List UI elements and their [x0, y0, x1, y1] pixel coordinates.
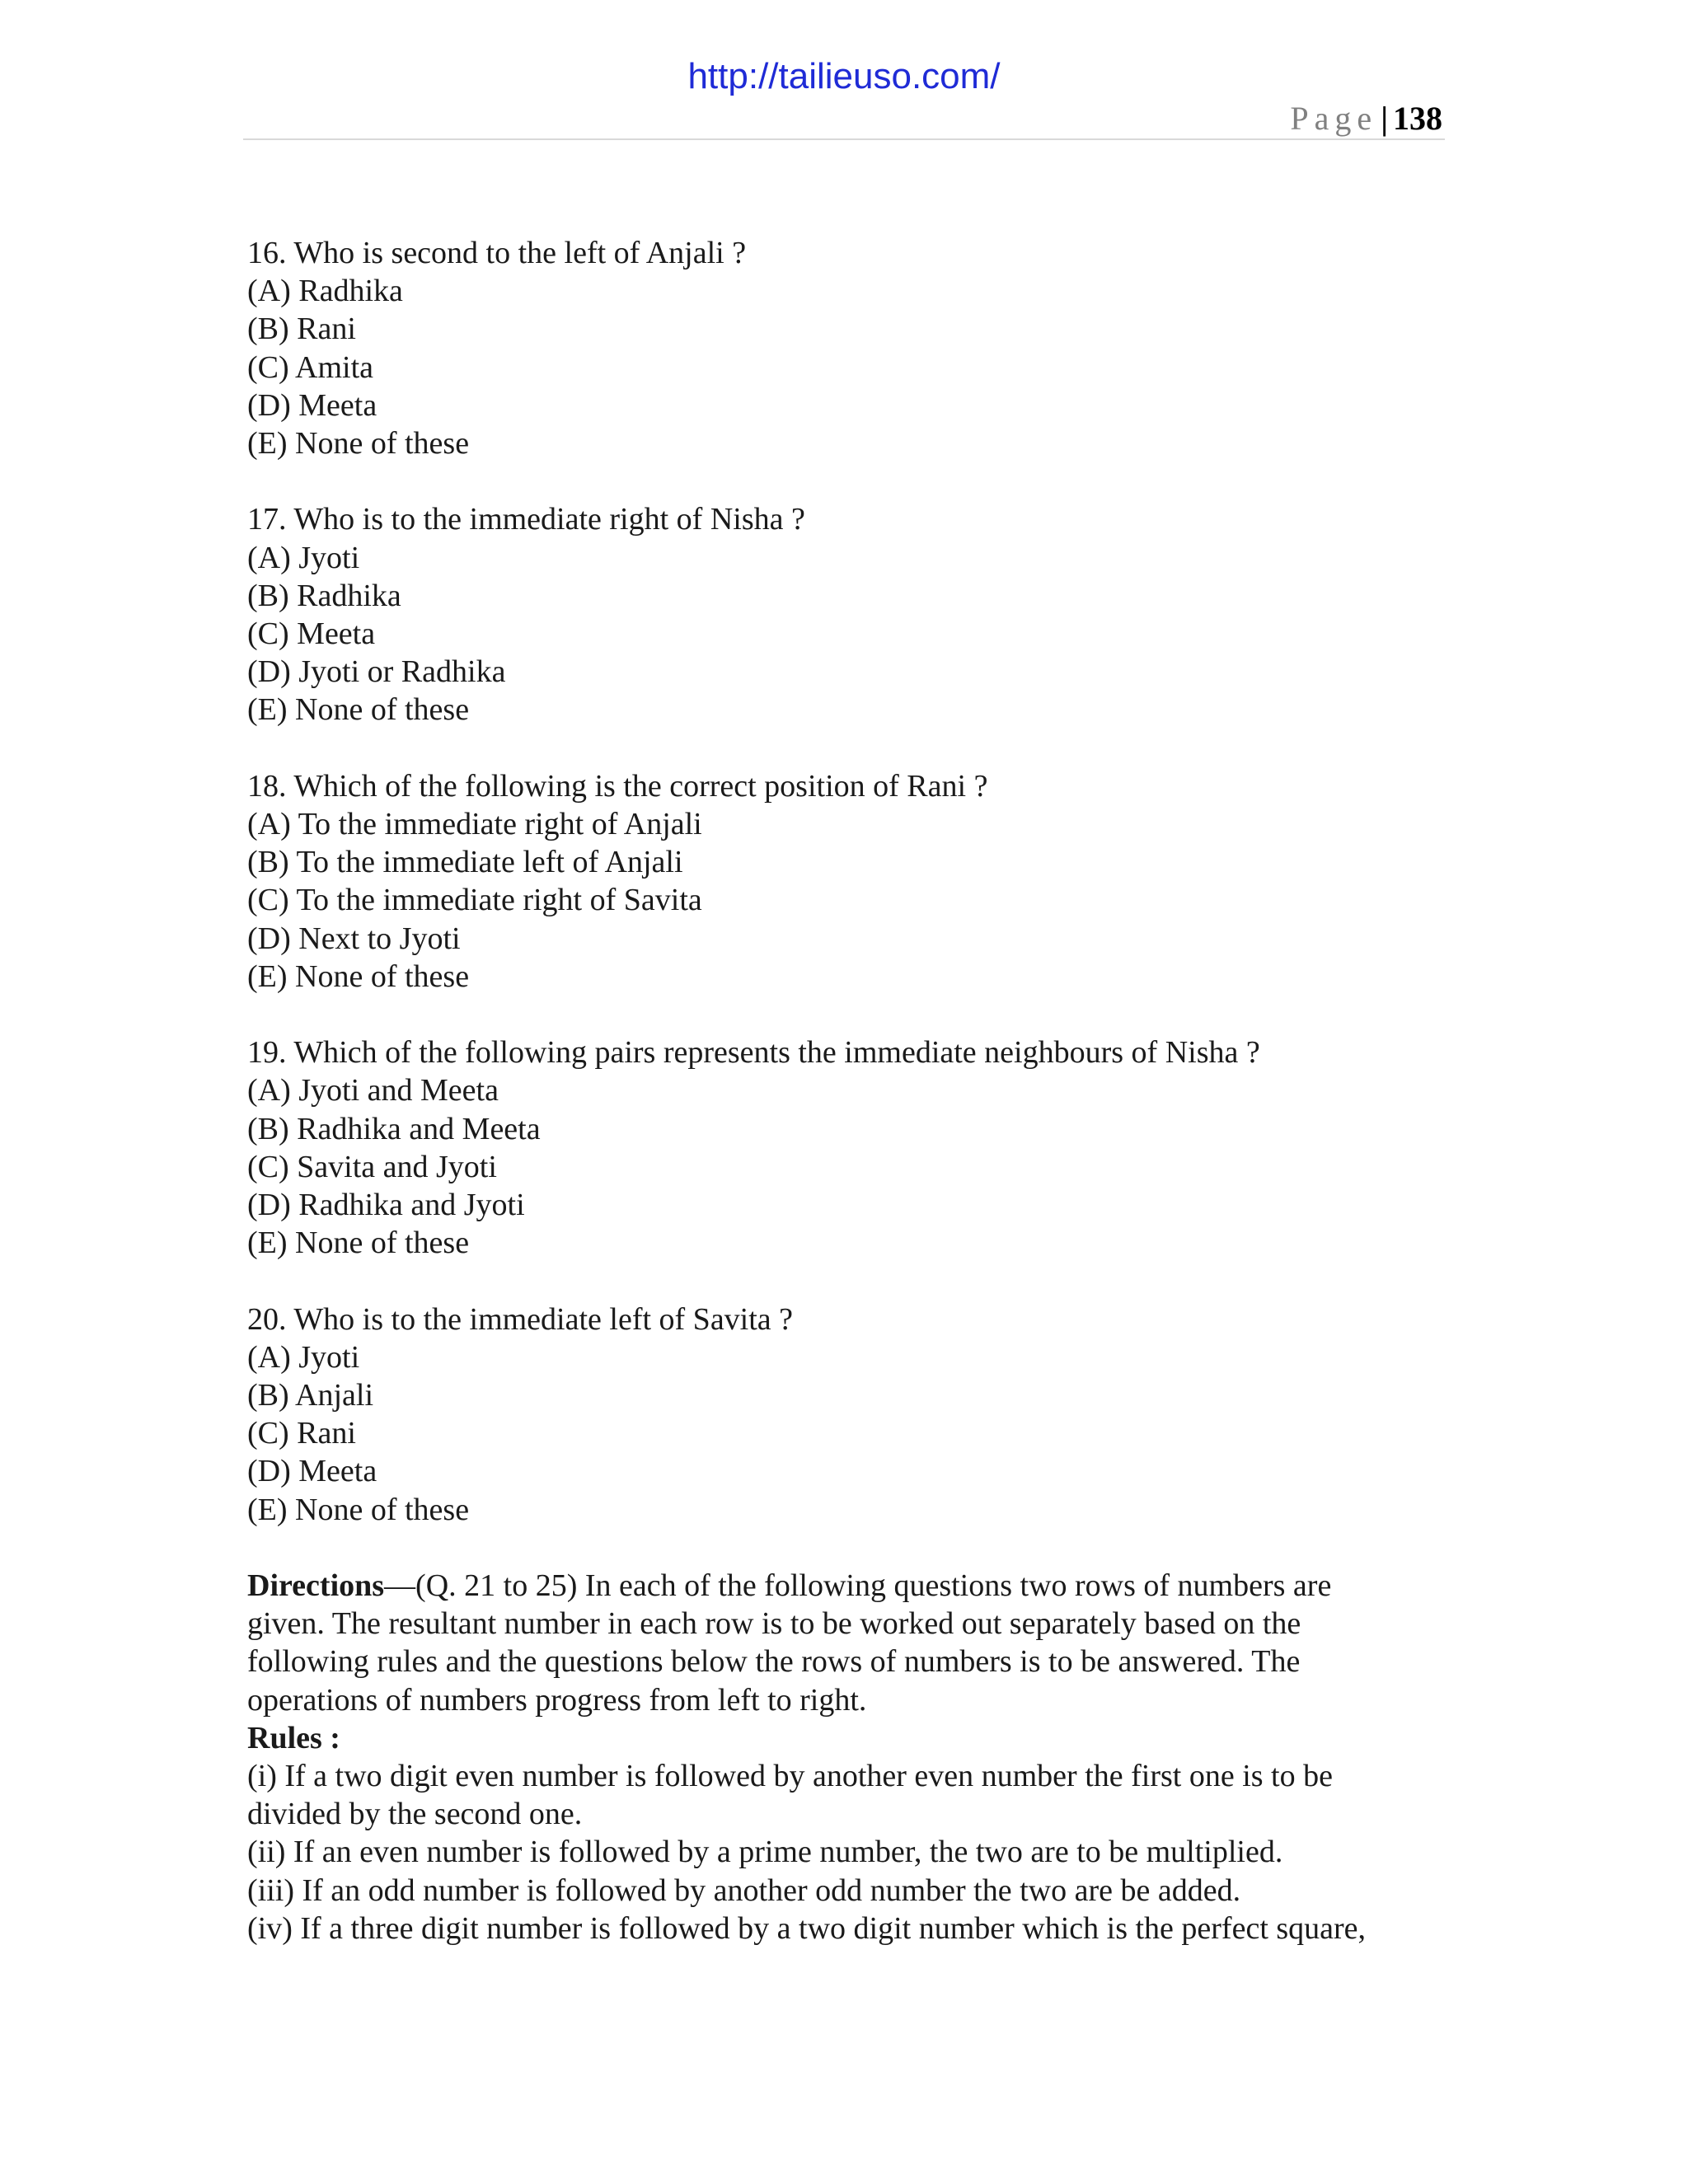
rule-line: (iv) If a three digit number is followed by a two digit number which is the perfect square,: [247, 1910, 1367, 1946]
option-d: (D) Jyoti or Radhika: [247, 654, 506, 690]
directions-label: Directions: [247, 1568, 385, 1604]
option-d: (D) Next to Jyoti: [247, 921, 461, 956]
option-e: (E) None of these: [247, 958, 470, 994]
option-b: (B) Anjali: [247, 1378, 374, 1413]
option-a: (A) To the immediate right of Anjali: [247, 807, 702, 842]
option-b: (B) Rani: [247, 312, 356, 347]
rule-line: (ii) If an even number is followed by a prime number, the two are to be multiplied.: [247, 1835, 1283, 1870]
option-c: (C) Meeta: [247, 616, 376, 652]
option-e: (E) None of these: [247, 426, 470, 462]
rules-heading: Rules :: [247, 1720, 340, 1755]
option-e: (E) None of these: [247, 1226, 470, 1261]
question-20: [247, 1301, 1451, 1529]
option-d: (D) Meeta: [247, 1454, 377, 1489]
directions-line: following rules and the questions below the rows of numbers is to be answered. The: [247, 1644, 1301, 1680]
option-c: (C) Savita and Jyoti: [247, 1149, 497, 1184]
option-e: (E) None of these: [247, 1492, 470, 1527]
question-16: [247, 234, 1451, 462]
option-d: (D) Meeta: [247, 387, 377, 423]
header-divider: [243, 138, 1445, 140]
option-a: (A) Jyoti and Meeta: [247, 1073, 499, 1108]
page-number-value: 138: [1393, 100, 1442, 137]
page-label: Page: [1290, 100, 1378, 137]
question-text: 18. Which of the following is the correct position of Rani ?: [247, 768, 988, 804]
directions-text: —(Q. 21 to 25) In each of the following questions two rows of numbers are: [384, 1568, 1332, 1604]
directions-line: operations of numbers progress from left to right.: [247, 1682, 867, 1718]
option-a: (A) Jyoti: [247, 1339, 360, 1375]
option-a: (A) Radhika: [247, 274, 403, 309]
option-c: (C) Amita: [247, 349, 374, 385]
option-c: (C) Rani: [247, 1416, 356, 1451]
rule-line: (iii) If an odd number is followed by another odd number the two are be added.: [247, 1872, 1241, 1908]
rule-line: (i) If a two digit even number is followed by another even number the first one is to be: [247, 1759, 1333, 1794]
option-a: (A) Jyoti: [247, 540, 360, 575]
header-url-link[interactable]: http://tailieuso.com/: [687, 56, 1001, 96]
question-17: [247, 500, 1451, 729]
directions-line: given. The resultant number in each row is to be worked out separately based on the: [247, 1606, 1301, 1642]
question-text: 17. Who is to the immediate right of Nisha ?: [247, 502, 805, 537]
rules-section: [247, 1719, 1451, 1947]
option-d: (D) Radhika and Jyoti: [247, 1188, 525, 1223]
question-text: 20. Who is to the immediate left of Savita ?: [247, 1301, 794, 1337]
page-number: [1290, 99, 1442, 138]
option-e: (E) None of these: [247, 692, 470, 728]
rule-line: divided by the second one.: [247, 1797, 583, 1832]
question-text: 16. Who is second to the left of Anjali ?: [247, 236, 747, 270]
option-b: (B) Radhika and Meeta: [247, 1111, 541, 1146]
question-text: 19. Which of the following pairs represents the immediate neighbours of Nisha ?: [247, 1035, 1260, 1071]
option-c: (C) To the immediate right of Savita: [247, 883, 702, 918]
question-19: [247, 1033, 1451, 1262]
question-18: [247, 767, 1451, 996]
option-b: (B) To the immediate left of Anjali: [247, 845, 683, 880]
option-b: (B) Radhika: [247, 578, 401, 613]
page-content: [247, 234, 1451, 1947]
directions-line: [247, 1567, 1451, 1605]
page-separator: |: [1381, 100, 1388, 137]
directions-paragraph: [247, 1567, 1451, 1719]
